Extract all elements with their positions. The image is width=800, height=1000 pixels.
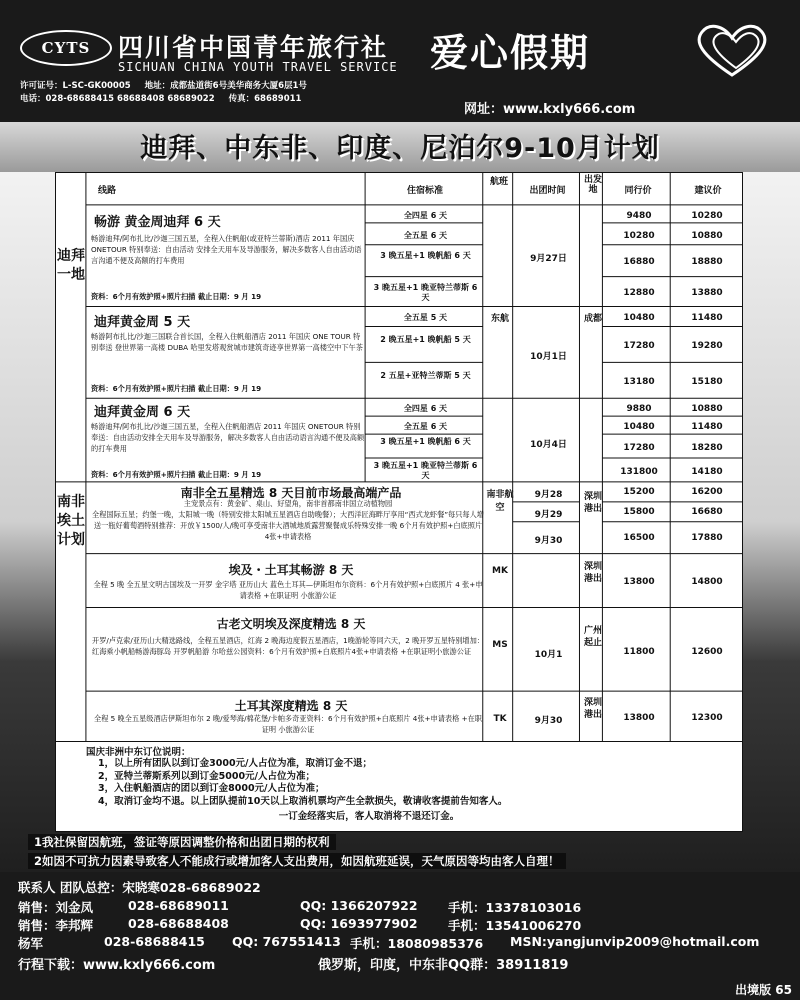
departure-date: 9月29 [534,510,563,520]
route-desc: 开罗/卢克索/亚历山大精选路线，全程五星酒店，红海 2 晚海边度假五星酒店，1晚游轮等同六天，2 晚开罗五星特别增加：红海乘小帆船畅游海豚岛 开罗帆船游 尔哈兹公园资料：6个月有效护照+白底照片4张+申请表格 +在职证明小旅游公证 [92,636,484,656]
departure-city: 深圳港出 [583,562,602,584]
note-closing: 一订金经落实后，客人取消将不退还订金。 [278,811,460,822]
note-item: 2，亚特兰蒂斯系列以到订金5000元/人占位为准； [98,770,316,782]
retail-price: 11480 [691,313,723,323]
peer-price: 10480 [623,313,655,323]
retail-price: 14180 [691,467,723,477]
notes-heading: 国庆非洲中东订位说明： [86,747,191,758]
retail-price: 11480 [691,422,723,432]
col-header-departure: 出发地 [583,175,602,195]
retail-price: 18880 [691,257,723,267]
departure-date: 10月1 [534,650,563,660]
contact-tel: 028-68688415 [104,934,205,949]
fax: 传真：68689011 [228,94,302,104]
peer-price: 9480 [626,211,652,221]
retail-price: 13880 [691,288,723,298]
hotel-standard: 全四星 6 天 [403,211,448,220]
note-item: 1，以上所有团队以到订金3000元/人占位为准，取消订金不退； [98,758,373,769]
route-info: 资料：6个月有效护照+照片扫描 截止日期：9 月 19 [91,292,262,301]
peer-price: 16880 [623,257,655,267]
peer-price: 16500 [623,533,655,543]
route-desc: 畅游迪拜/阿布扎比/沙迦三国五星，全程入住帆船酒店 2011 年国庆 ONETOUR 特别奉送：自由活动安排全天用车及导游服务，解决多数客人自由活动语言沟通不便及高额的打车费用 [91,422,365,453]
airline: 南非航空 [486,490,514,513]
col-header-retail-price: 建议价 [694,186,722,196]
departure-date: 9月28 [534,490,563,500]
contact-name: 销售：李邦辉 [18,918,94,933]
departure-city: 深圳港出 [583,698,602,720]
contact-qq: QQ: 767551413 [232,934,341,949]
peer-price: 17280 [623,443,655,453]
col-header-flight: 航班 [489,177,508,187]
peer-price: 13800 [623,713,655,723]
contact-name: 销售：刘金凤 [18,900,94,915]
departure-city: 广州起止 [583,626,602,648]
peer-price: 9880 [626,404,652,414]
hotel-standard: 3 晚五星+1 晚亚特兰蒂斯 6 天 [373,283,478,302]
heart-icon [692,20,772,80]
contact-tel: 028-68688408 [128,916,229,931]
peer-price: 131800 [620,467,658,477]
hotel-standard: 3 晚五星+1 晚帆船 6 天 [380,251,471,260]
note-item: 3，入住帆船酒店的团以到订金8000元/人占位为准； [98,783,325,794]
route-title: 迪拜黄金周 5 天 [94,315,191,330]
route-title: 畅游 黄金周迪拜 6 天 [94,215,221,230]
disclaimer: 1我社保留因航班，签证等原因调整价格和出团日期的权利 [28,834,336,850]
route-desc: 全程 5 晚全五星级酒店伊斯坦布尔 2 晚/爱琴海/棉花堡/卡帕多奇亚资料：6个月有效护照+白底照片 4张+申请表格 +在职证明 小旅游公证 [94,714,482,734]
departure-city: 成都 [583,314,602,324]
departure-date: 9月27日 [530,254,567,264]
route-title: 南非全五星精选 8 天目前市场最高端产品 [180,486,402,500]
airline: 东航 [490,314,509,324]
contact-mobile: 手机：13378103016 [448,900,582,915]
contact-qq: QQ: 1366207922 [300,898,418,913]
contact-mobile: 手机：13541006270 [448,918,582,933]
contact-lead: 联系人 团队总控：宋晓寒028-68689022 [18,880,261,895]
retail-price: 12600 [691,647,723,657]
retail-price: 17880 [691,533,723,543]
page-title: 迪拜、中东非、印度、尼泊尔9-10月计划 [140,133,660,164]
route-title: 土耳其深度精选 8 天 [234,699,348,713]
peer-price: 13800 [623,577,655,587]
slogan: 爱心假期 [430,30,591,75]
org-name-cn: 四川省中国青年旅行社 [118,33,389,62]
license-info [20,80,321,106]
page-number: 出境版 65 [735,983,792,997]
itinerary-table [55,172,743,742]
peer-price: 17280 [623,341,655,351]
route-desc: 畅游迪拜/阿布扎比/沙迦三国五星，全程入住帆船(或亚特兰蒂斯)酒店 2011 年国庆 ONETOUR 特别奉送：自由活动 安排全天用车及导游服务，解决多数客人自由活动语言沟通不便及高额的打车费用 [91,234,362,265]
airline: TK [493,714,507,724]
retail-price: 14800 [691,577,723,587]
contact-mobile: 手机：18080985376 [350,936,484,951]
departure-date: 10月4日 [530,440,567,450]
qq-group: 俄罗斯，印度，中东非QQ群：38911819 [318,958,569,973]
retail-price: 16680 [691,507,723,517]
contact-footer [0,872,800,1000]
departure-city: 深圳港出 [583,492,602,514]
itinerary-download: 行程下载：www.kxly666.com [18,958,216,973]
route-desc: 全程国际五星；约堡一晚，太阳城一晚（特别安排太阳城五星酒店自助晚餐）；大西洋匠海畔厅享用“西式龙虾餐”每只每人增送一瓶好葡萄酒特别推荐：开放￥1500/人/晚可享受南非大酒城地质露营聚餐成乐特殊安排一晚 6个月有效护照+白底照片4张+申请表格 [92,510,484,541]
route-info: 资料：6个月有效护照+照片扫描 截止日期：9 月 19 [91,470,262,479]
address: 地址：成都盐道街6号美华商务大厦6层1号 [144,81,307,91]
hotel-standard: 2 晚五星+1 晚帆船 5 天 [380,335,471,344]
region-dubai: 迪拜一地 [57,248,85,283]
contact-tel: 028-68689011 [128,898,229,913]
hotel-standard: 全五星 6 天 [403,422,448,431]
hotel-standard: 全四星 6 天 [403,404,448,413]
website: 网址：www.kxly666.com [464,102,636,117]
route-desc: 主宠景点有：黄金矿、桌山、好望角，南非首都南非国立动植物园 [183,499,393,508]
org-name-en: SICHUAN CHINA YOUTH TRAVEL SERVICE [118,60,398,74]
departure-date: 9月30 [534,536,563,546]
retail-price: 10880 [691,231,723,241]
airline: MS [492,640,508,650]
contact-msn: MSN:yangjunvip2009@hotmail.com [510,934,760,949]
booking-notes [55,742,743,832]
departure-date: 10月1日 [530,352,567,362]
col-header-date: 出团时间 [529,186,566,196]
airline: MK [492,566,508,576]
license-number: 许可证号：L-SC-GK00005 [20,81,131,91]
col-header-peer-price: 同行价 [624,186,652,196]
peer-price: 10480 [623,422,655,432]
company-logo: CYTS [20,30,112,66]
route-title: 埃及・土耳其畅游 8 天 [228,563,354,577]
peer-price: 12880 [623,288,655,298]
note-item: 4，取消订金均不退。以上团队提前10天以上取消机票均产生全款损失，敬请收客提前告知客人。 [98,795,508,807]
contact-row [18,898,93,916]
hotel-standard: 全五星 6 天 [403,231,448,240]
peer-price: 15200 [623,487,655,497]
contact-qq: QQ: 1693977902 [300,916,418,931]
retail-price: 12300 [691,713,723,723]
retail-price: 10880 [691,404,723,414]
retail-price: 19280 [691,341,723,351]
route-info: 资料：6个月有效护照+照片扫描 截止日期：9 月 19 [91,384,262,393]
hotel-standard: 3 晚五星+1 晚亚特兰蒂斯 6 天 [373,461,478,480]
col-header-hotel: 住宿标准 [406,186,443,196]
disclaimer: 2如因不可抗力因素导致客人不能成行或增加客人支出费用，如因航班延误，天气原因等均由客人自理！ [28,853,566,869]
route-desc: 畅游阿布扎比/沙迦三国联合首长国，全程入住帆船酒店 2011 年国庆 ONE TOUR 特别奉送 登世界第一高楼 DUBA 哈里发塔观赏城市建筑奇迹享世界第一高楼空中下午茶 [91,332,363,352]
retail-price: 16200 [691,487,723,497]
retail-price: 15180 [691,377,723,387]
peer-price: 15800 [623,507,655,517]
route-title: 迪拜黄金周 6 天 [94,405,191,420]
region-south-africa: 南非埃土计划 [57,494,85,548]
hotel-standard: 3 晚五星+1 晚帆船 6 天 [380,437,471,446]
col-header-route: 线路 [97,186,116,196]
route-desc: 全程 5 晚 全五星文明古国埃及一开罗 金字塔 亚历山大 蓝色土耳其—伊斯坦布尔资料：6个月有效护照+白底照片 4 张+申请表格 +在职证明 小旅游公证 [93,580,483,600]
hotel-standard: 2 五星+亚特兰蒂斯 5 天 [380,371,471,380]
peer-price: 13180 [623,377,655,387]
header [0,0,800,122]
phone: 电话：028-68688415 68688408 68689022 [20,94,215,104]
departure-date: 9月30 [534,716,563,726]
peer-price: 10280 [623,231,655,241]
peer-price: 11800 [623,647,655,657]
contact-name: 杨军 [18,936,44,951]
retail-price: 10280 [691,211,723,221]
route-title: 古老文明埃及深度精选 8 天 [216,617,366,631]
hotel-standard: 全五星 5 天 [403,313,448,322]
retail-price: 18280 [691,443,723,453]
